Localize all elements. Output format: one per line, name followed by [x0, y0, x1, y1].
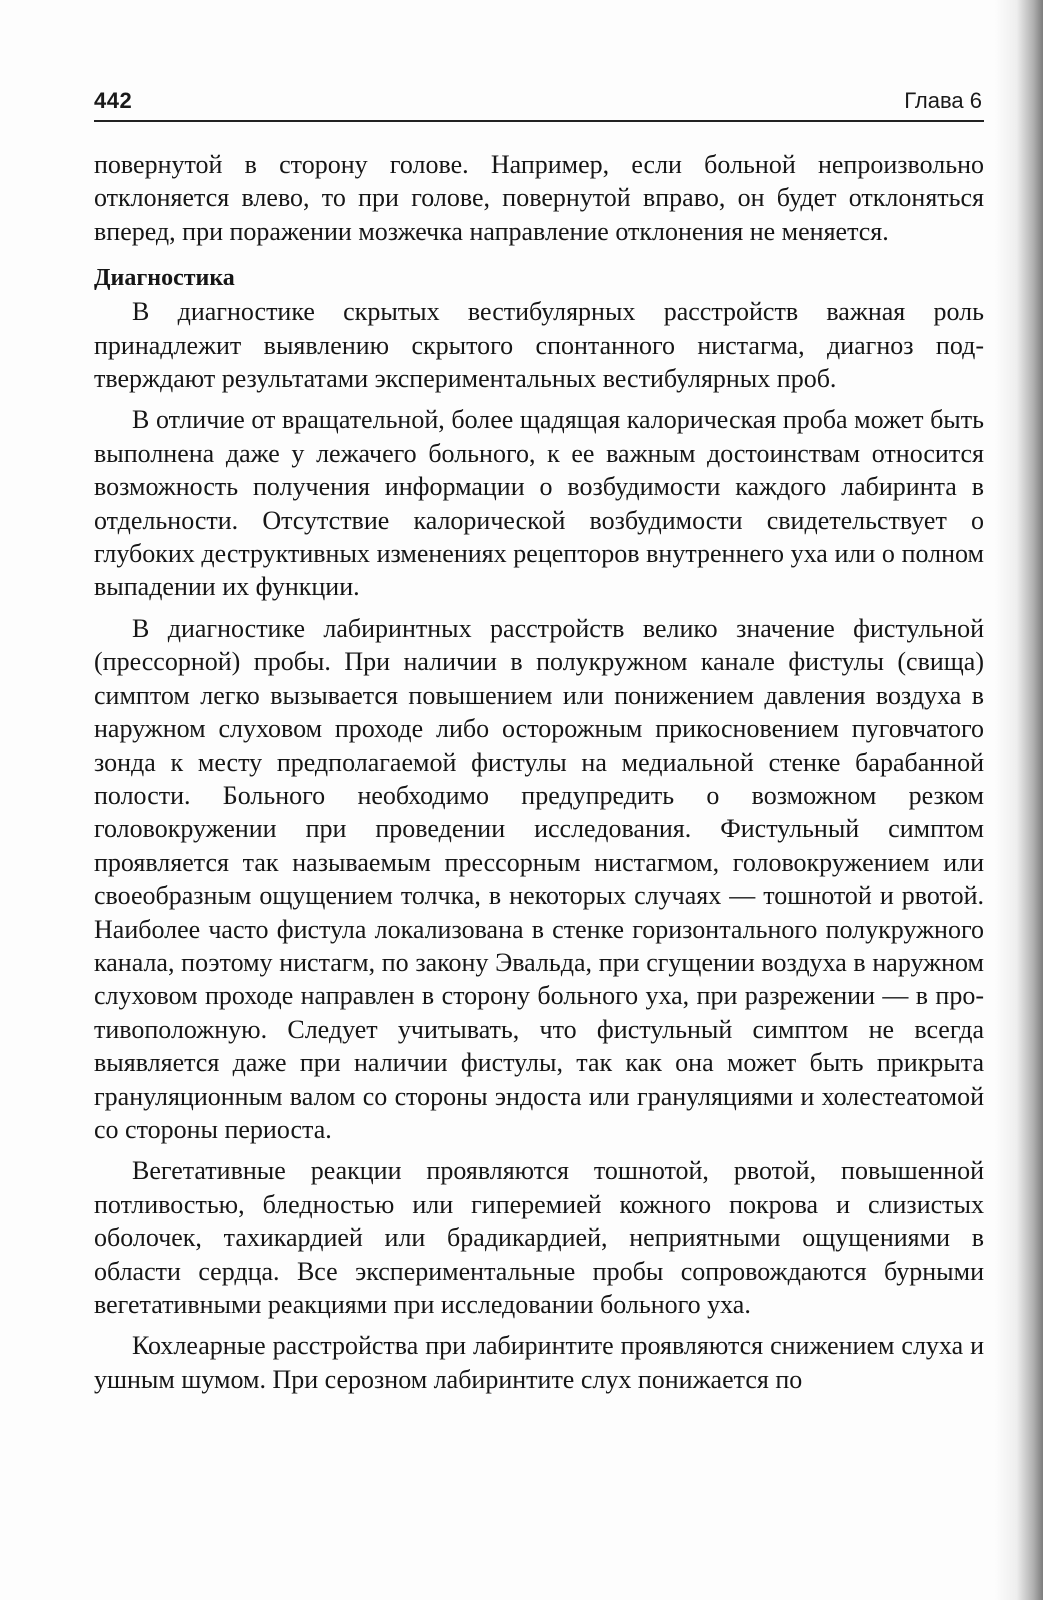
paragraph: В диагностике лабиринтных расстройств велико значение фистульной (прессорной) пробы. При наличии в полукружном канале фистулы (свища) симптом легко вызывается повышением или понижением давления воздуха в наружном слуховом проходе либо осторожным прикосновением пуговчатого зонда к месту предполагаемой фистулы на медиальной стенке барабанной полости. Больного необходимо предупредить о возможном резком головокружении при проведении исследования. Фистульный симптом проявляется так называемым прессорным нистагмом, головокружением или своеобразным ощущением толчка, в некоторых случаях — тошнотой и рвотой. Наиболее часто фистула локализована в стенке горизонтального полукружного канала, поэтому нистагм, по закону Эвальда, при сгущении воздуха в наружном слуховом проходе направлен в сторону больного уха, при разрежении — в противоположную. Следует учитывать, что фистульный симптом не всегда выявляется даже при наличии фистулы, так как она может быть прикрыта грануляционным валом со стороны эндоста или грануляциями и холестеатомой со стороны периоста. [94, 613, 984, 1144]
section-heading: Диагностика [94, 265, 235, 292]
paragraph: Вегетативные реакции проявляются тошнотой, рвотой, повышенной потливостью, бледностью или гиперемией кожного покрова и слизистых оболочек, тахикардией или брадикардией, неприятными ощущениями в области сердца. Все экспериментальные пробы сопровождаются бурными вегетативными реакциями при исследовании больного уха. [94, 1156, 984, 1319]
page-number: 442 [94, 88, 133, 113]
paragraph: В отличие от вращательной, более щадящая калорическая проба может быть выполнена даже у лежачего больного, к ее важным достоинствам относится возможность получения информации о возбудимости каждого лабиринта в отдельности. Отсутствие калорической возбудимости свидетельствует о глубоких деструктивных изменениях рецепторов внутреннего уха или о полном выпадении их функции. [94, 405, 984, 602]
running-header [94, 86, 984, 122]
body-text [94, 148, 984, 1396]
paragraph: В диагностике скрытых вестибулярных расстройств важная роль принадлежит выявлению скрытого спонтанного нистагма, диагноз подтверждают результатами экспериментальных вестибулярных проб. [94, 297, 984, 394]
paragraph-continued: повернутой в сторону голове. Например, если больной непроизвольно отклоняется влево, то при голове, повернутой вправо, он будет отклоняться вперед, при поражении мозжечка направление отклонения не меняется. [94, 150, 984, 246]
page-edge-shadow [995, 0, 1043, 1600]
paragraph: Кохлеарные расстройства при лабиринтите проявляются снижением слуха и ушным шумом. При серозном лабиринтите слух понижается по [94, 1331, 984, 1394]
chapter-title: Глава 6 [904, 88, 982, 113]
